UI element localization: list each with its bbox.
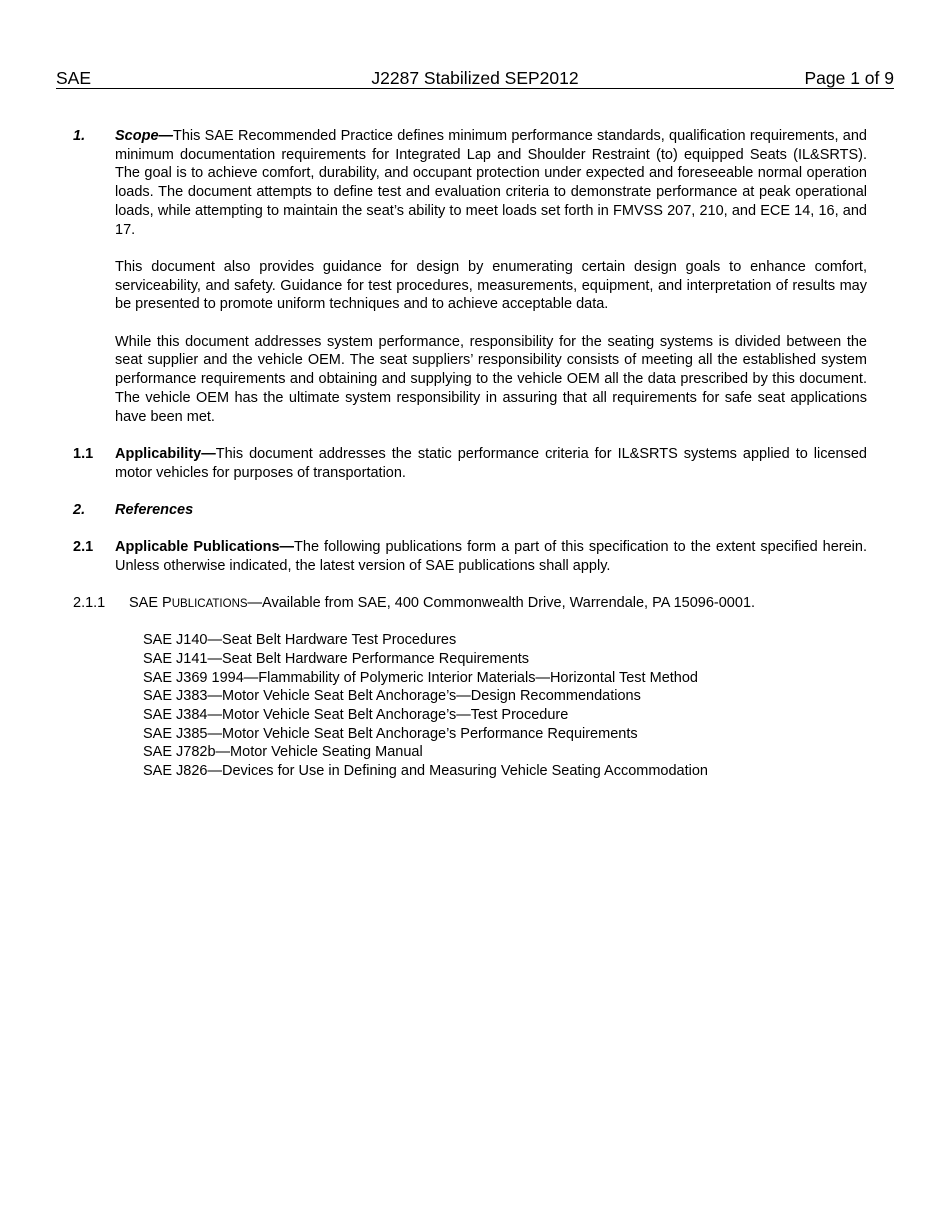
reference-item: SAE J385—Motor Vehicle Seat Belt Anchorage’s Performance Requirements [143, 725, 638, 742]
section-title: Scope— [115, 128, 174, 144]
label-prefix: SAE P [129, 595, 172, 612]
section-number: 1. [73, 128, 86, 144]
header-org: SAE [56, 68, 92, 88]
document-body [73, 127, 867, 781]
section-number: 2.1.1 [73, 595, 106, 612]
reference-item: SAE J826—Devices for Use in Defining and Measuring Vehicle Seating Accommodation [143, 763, 708, 780]
section-body: This SAE Recommended Practice defines minimum performance standards, qualification requirements, and minimum documentation requirements for Integrated Lap and Shoulder Restraint (to) equipped Seats (IL&SRTS). The goal is to achieve comfort, durability, and occupant protection under expected and foreseeable normal operation loads. The document attempts to define test and evaluation criteria to demonstrate performance at peak operational loads, while attempting to maintain the seat’s ability to meet loads set forth in FMVSS 207, 210, and ECE 14, 16, and 17. [115, 128, 867, 238]
reference-item: SAE J782b—Motor Vehicle Seating Manual [143, 744, 423, 761]
section-body: This document addresses the static performance criteria for IL&SRTS systems applied to licensed motor vehicles for purposes of transportation. [115, 445, 867, 481]
reference-item: SAE J140—Seat Belt Hardware Test Procedures [143, 632, 457, 649]
section-text [129, 594, 755, 614]
section-applicability [73, 445, 867, 482]
label-smallcaps: UBLICATIONS [171, 598, 248, 611]
reference-item: SAE J383—Motor Vehicle Seat Belt Anchorage’s—Design Recommendations [143, 688, 641, 705]
section-text [115, 538, 867, 575]
section-title: Applicability— [115, 445, 216, 462]
section-references [73, 501, 867, 520]
section-title: Applicable Publications— [115, 539, 295, 556]
section-body: —Available from SAE, 400 Commonwealth Drive, Warrendale, PA 15096-0001. [247, 595, 756, 612]
section-title: References [115, 502, 194, 518]
section-number: 2.1 [73, 539, 94, 556]
scope-paragraph-3: While this document addresses system performance, responsibility for the seating systems is divided between the seat supplier and the vehicle OEM. The seat suppliers’ responsibility consists of meeting all the established system performance requirements and obtaining and supplying to the vehicle OEM all the data prescribed by this document. The vehicle OEM has the ultimate system responsibility in assuring that all requirements for safe seat applications have been met. [115, 333, 867, 425]
reference-item: SAE J369 1994—Flammability of Polymeric Interior Materials—Horizontal Test Method [143, 669, 698, 686]
section-sae-publications [73, 594, 867, 614]
header-page-number: Page 1 of 9 [804, 68, 894, 88]
reference-item: SAE J141—Seat Belt Hardware Performance Requirements [143, 650, 530, 667]
section-body: The following publications form a part of this specification to the extent specified herein. Unless otherwise indicated, the latest version of SAE publications shall apply. [115, 539, 867, 575]
section-text [115, 127, 867, 239]
scope-paragraph-2: This document also provides guidance for design by enumerating certain design goals to enhance comfort, serviceability, and safety. Guidance for test procedures, measurements, equipment, and interpretation of results may be presented to promote uniform techniques and to achieve acceptable data. [115, 258, 867, 313]
section-applicable-publications [73, 538, 867, 575]
section-number: 2. [73, 502, 86, 518]
header-document-id: J2287 Stabilized SEP2012 [371, 68, 579, 88]
page-header [56, 68, 894, 89]
reference-item: SAE J384—Motor Vehicle Seat Belt Anchorage’s—Test Procedure [143, 707, 569, 723]
section-text [115, 501, 867, 520]
section-scope [73, 127, 867, 239]
reference-list [143, 631, 867, 781]
section-text [115, 445, 867, 482]
section-number: 1.1 [73, 445, 94, 462]
